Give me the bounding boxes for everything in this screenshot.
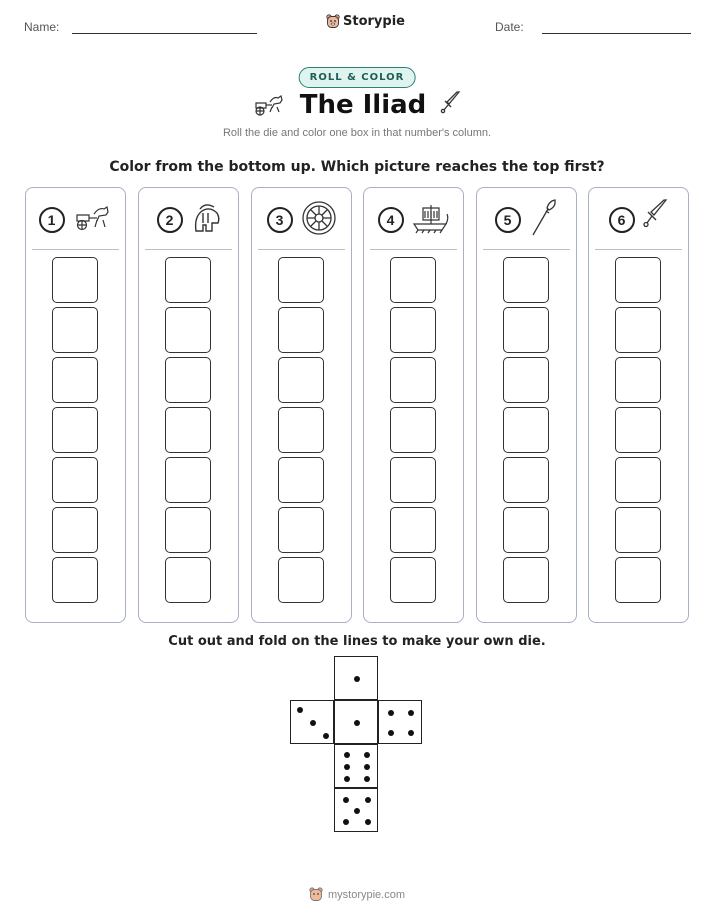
die-pip bbox=[344, 752, 350, 758]
color-box[interactable] bbox=[503, 557, 549, 603]
color-box[interactable] bbox=[165, 507, 211, 553]
column-divider bbox=[483, 249, 570, 250]
color-box[interactable] bbox=[503, 307, 549, 353]
die-net bbox=[290, 656, 426, 836]
page-title: The Iliad bbox=[299, 90, 427, 120]
color-box[interactable] bbox=[390, 457, 436, 503]
color-box[interactable] bbox=[615, 407, 661, 453]
die-pip bbox=[388, 710, 394, 716]
column-number: 6 bbox=[609, 207, 635, 233]
color-box[interactable] bbox=[52, 507, 98, 553]
die-pip bbox=[365, 819, 371, 825]
color-box[interactable] bbox=[615, 557, 661, 603]
column-number: 5 bbox=[495, 207, 521, 233]
ship-icon bbox=[412, 202, 450, 238]
color-box[interactable] bbox=[390, 557, 436, 603]
storypie-mascot-icon bbox=[309, 887, 323, 902]
column-divider bbox=[145, 249, 232, 250]
die-pip bbox=[408, 730, 414, 736]
die-pip bbox=[388, 730, 394, 736]
color-box[interactable] bbox=[52, 357, 98, 403]
die-pip bbox=[354, 808, 360, 814]
color-box-stack bbox=[52, 257, 98, 603]
shield-icon bbox=[301, 200, 337, 240]
column-4 bbox=[363, 187, 464, 623]
instruction: Color from the bottom up. Which picture reaches the top first? bbox=[109, 159, 605, 175]
column-header bbox=[139, 198, 238, 242]
die-face-5 bbox=[334, 788, 378, 832]
die-pip bbox=[408, 710, 414, 716]
color-box[interactable] bbox=[390, 507, 436, 553]
die-pip bbox=[354, 720, 360, 726]
die-pip bbox=[343, 819, 349, 825]
color-box[interactable] bbox=[165, 307, 211, 353]
cut-instruction: Cut out and fold on the lines to make your own die. bbox=[168, 634, 546, 649]
die-face-1 bbox=[334, 700, 378, 744]
column-divider bbox=[32, 249, 119, 250]
die-pip bbox=[364, 764, 370, 770]
column-number: 4 bbox=[378, 207, 404, 233]
color-box[interactable] bbox=[278, 457, 324, 503]
color-box[interactable] bbox=[390, 407, 436, 453]
column-divider bbox=[595, 249, 682, 250]
column-header bbox=[252, 198, 351, 242]
die-pip bbox=[323, 733, 329, 739]
brand-logo bbox=[326, 14, 405, 29]
column-header bbox=[589, 198, 688, 242]
color-box[interactable] bbox=[278, 307, 324, 353]
color-box-stack bbox=[278, 257, 324, 603]
die-pip bbox=[364, 752, 370, 758]
color-box[interactable] bbox=[615, 507, 661, 553]
die-pip bbox=[343, 797, 349, 803]
color-box[interactable] bbox=[165, 407, 211, 453]
color-box-stack bbox=[165, 257, 211, 603]
color-box[interactable] bbox=[278, 507, 324, 553]
die-pip bbox=[344, 764, 350, 770]
column-header bbox=[477, 198, 576, 242]
spear-icon bbox=[529, 198, 559, 242]
date-line[interactable] bbox=[542, 33, 691, 34]
brand-name: Storypie bbox=[343, 14, 405, 29]
column-header bbox=[364, 198, 463, 242]
color-box[interactable] bbox=[52, 557, 98, 603]
color-box[interactable] bbox=[165, 357, 211, 403]
color-box[interactable] bbox=[503, 257, 549, 303]
color-box[interactable] bbox=[52, 257, 98, 303]
title-row bbox=[0, 90, 714, 120]
color-box[interactable] bbox=[165, 257, 211, 303]
die-face-6 bbox=[334, 744, 378, 788]
name-label: Name: bbox=[24, 20, 60, 34]
color-box[interactable] bbox=[503, 457, 549, 503]
color-box[interactable] bbox=[52, 407, 98, 453]
column-number: 3 bbox=[267, 207, 293, 233]
color-box[interactable] bbox=[52, 307, 98, 353]
color-box[interactable] bbox=[278, 357, 324, 403]
column-6 bbox=[588, 187, 689, 623]
color-box[interactable] bbox=[390, 307, 436, 353]
color-box[interactable] bbox=[165, 457, 211, 503]
column-number: 1 bbox=[39, 207, 65, 233]
helmet-icon bbox=[191, 201, 221, 239]
color-box-stack bbox=[503, 257, 549, 603]
footer bbox=[0, 887, 714, 902]
color-box[interactable] bbox=[278, 257, 324, 303]
color-box[interactable] bbox=[165, 557, 211, 603]
color-box[interactable] bbox=[615, 257, 661, 303]
color-box[interactable] bbox=[52, 457, 98, 503]
chariot-icon bbox=[252, 94, 286, 116]
chariot-icon bbox=[73, 205, 113, 235]
color-box[interactable] bbox=[615, 307, 661, 353]
color-box[interactable] bbox=[278, 557, 324, 603]
date-label: Date: bbox=[495, 20, 524, 34]
die-pip bbox=[354, 676, 360, 682]
color-box[interactable] bbox=[278, 407, 324, 453]
color-box-stack bbox=[390, 257, 436, 603]
footer-url[interactable]: mystorypie.com bbox=[327, 888, 406, 901]
column-5 bbox=[476, 187, 577, 623]
storypie-mascot-icon bbox=[326, 14, 340, 29]
subtitle: Roll the die and color one box in that number's column. bbox=[222, 127, 492, 139]
die-pip bbox=[310, 720, 316, 726]
die-face-4 bbox=[378, 700, 422, 744]
column-divider bbox=[370, 249, 457, 250]
die-pip bbox=[364, 776, 370, 782]
color-box[interactable] bbox=[615, 357, 661, 403]
color-box[interactable] bbox=[503, 407, 549, 453]
color-box[interactable] bbox=[390, 257, 436, 303]
column-number: 2 bbox=[157, 207, 183, 233]
color-box[interactable] bbox=[503, 507, 549, 553]
column-header bbox=[26, 198, 125, 242]
sword-icon bbox=[440, 90, 462, 120]
color-box-stack bbox=[615, 257, 661, 603]
name-line[interactable] bbox=[72, 33, 257, 34]
die-face-3 bbox=[290, 700, 334, 744]
sword-icon bbox=[643, 198, 669, 242]
die-pip bbox=[297, 707, 303, 713]
color-box[interactable] bbox=[390, 357, 436, 403]
column-2 bbox=[138, 187, 239, 623]
color-box[interactable] bbox=[615, 457, 661, 503]
column-1 bbox=[25, 187, 126, 623]
column-3 bbox=[251, 187, 352, 623]
color-box[interactable] bbox=[503, 357, 549, 403]
die-face-1 bbox=[334, 656, 378, 700]
die-pip bbox=[344, 776, 350, 782]
activity-badge: ROLL & COLOR bbox=[299, 67, 416, 88]
column-divider bbox=[258, 249, 345, 250]
die-pip bbox=[365, 797, 371, 803]
